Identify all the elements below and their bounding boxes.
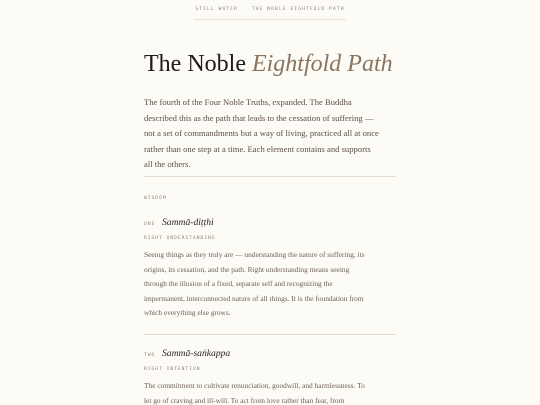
element-description: The commitment to cultivate renunciation, goodwill, and harmlessness. To let go of craving and ill-will. To act from love rather than fear, from: [144, 381, 365, 405]
element-translation: RIGHT UNDERSTANDING: [144, 236, 216, 241]
nav-separator: ·: [242, 7, 247, 12]
element-name: Sammā-diṭṭhi: [162, 217, 214, 228]
element-description: Seeing things as they truly are — understanding the nature of suffering, its origins, its cessation, and the path. Right understanding means seeing through the illusion of a fixed, separate self and recognizing the impermanent, interconnected nature of all things. It is the foundation from which everything else grows.: [144, 250, 365, 317]
top-divider: [194, 19, 346, 20]
page-title: [144, 49, 393, 79]
element-name: Sammā-saṅkappa: [162, 348, 231, 359]
section-heading-wisdom: WISDOM: [144, 196, 167, 201]
title-accent: Eightfold Path: [251, 51, 393, 77]
section-divider: [144, 176, 396, 177]
element-number: ONE: [144, 222, 156, 227]
element-divider: [144, 334, 396, 335]
top-navigation: [0, 7, 540, 13]
element-number: TWO: [144, 353, 156, 358]
title-plain: The Noble: [144, 51, 246, 77]
site-link[interactable]: STILL WATER: [195, 7, 238, 12]
element-translation: RIGHT INTENTION: [144, 367, 201, 372]
section-link[interactable]: THE NOBLE EIGHTFOLD PATH: [251, 7, 345, 12]
intro-paragraph: The fourth of the Four Noble Truths, expanded. The Buddha described this as the path that leads to the cessation of suffering — not a set of commandments but a way of living, practiced all at once rather than one step at a time. Each element contains and supports all the others.: [144, 97, 379, 169]
